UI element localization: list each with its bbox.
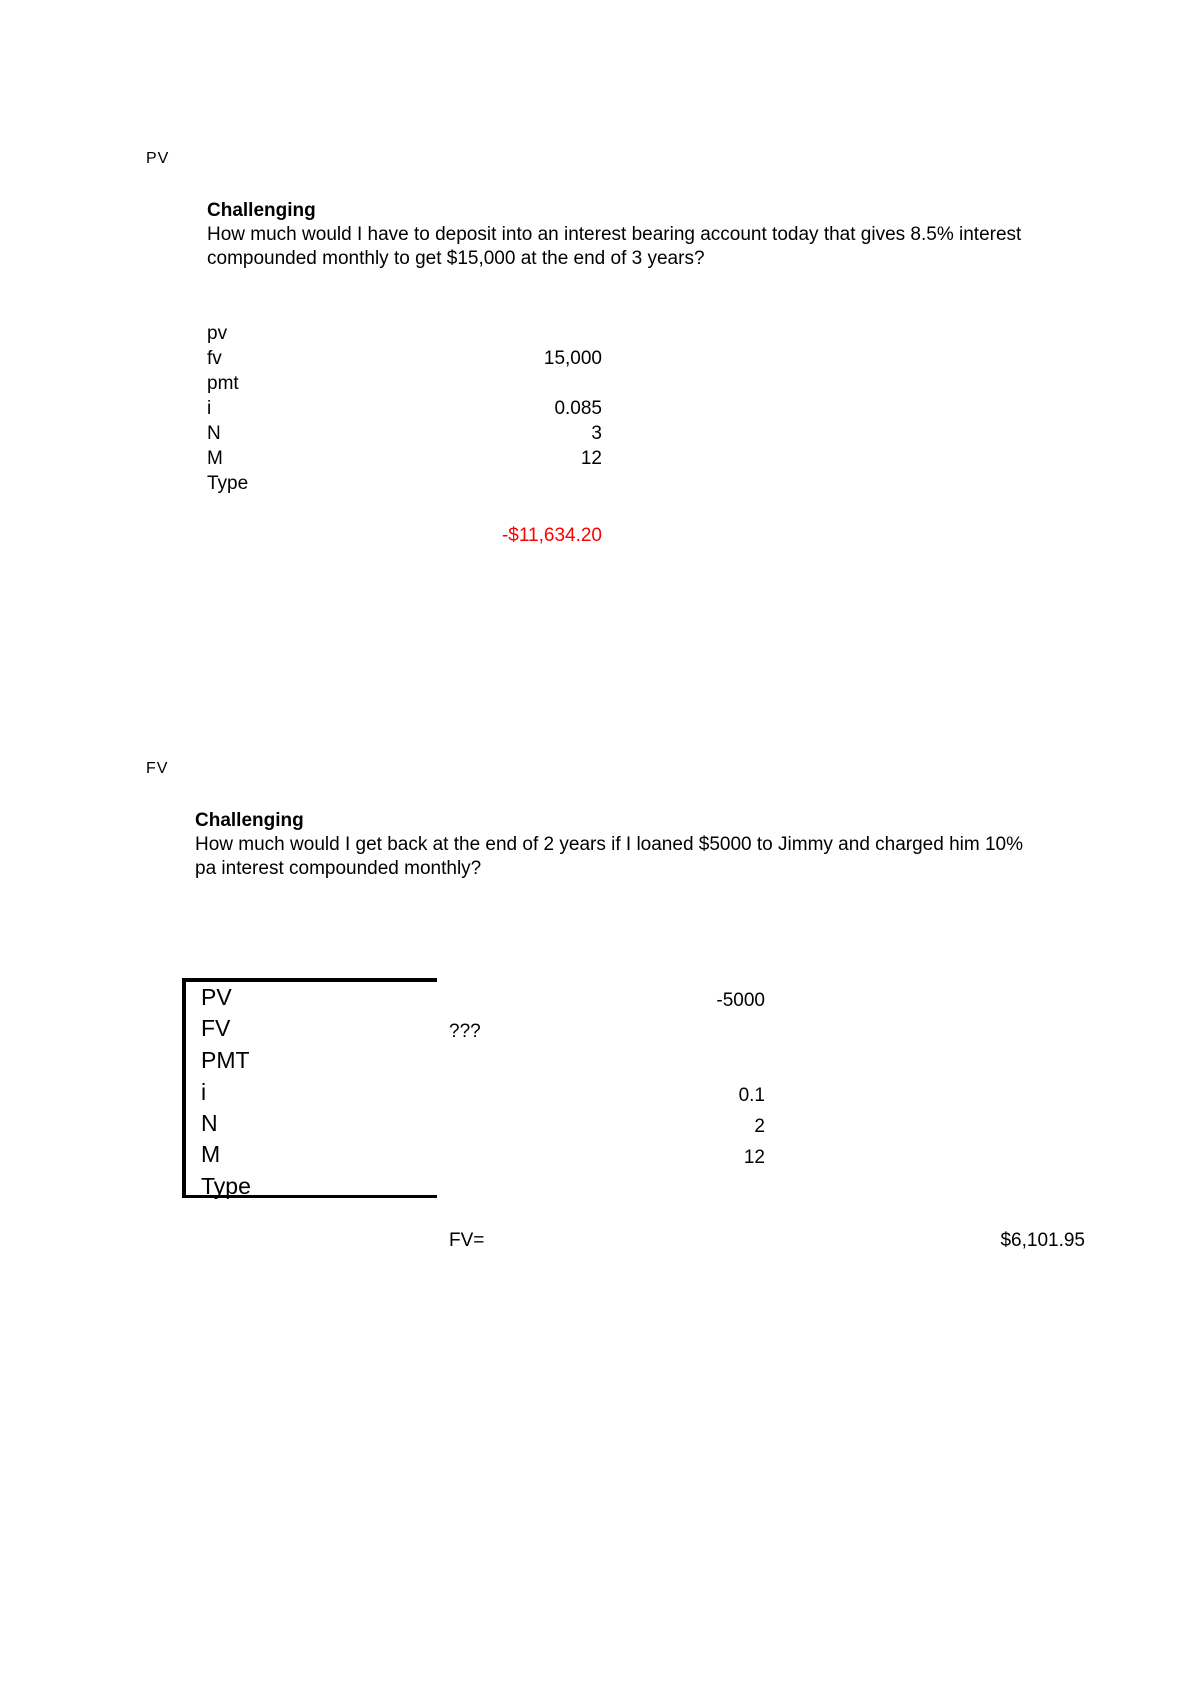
fv-input-box	[182, 978, 437, 1198]
pv-row-value-i: 0.085	[554, 398, 602, 419]
pv-result: -$11,634.20	[501, 525, 602, 546]
fv-row-label-pv: PV	[201, 984, 232, 1010]
fv-row-value-n: 2	[754, 1116, 765, 1137]
pv-row-label-pmt: pmt	[207, 373, 239, 394]
fv-row-label-fv: FV	[201, 1015, 231, 1041]
fv-row-label-pmt: PMT	[201, 1047, 250, 1073]
fv-row-value-i: 0.1	[738, 1085, 765, 1106]
fv-row-label-type: Type	[201, 1173, 251, 1199]
fv-row-value-m: 12	[743, 1147, 765, 1168]
fv-result: $6,101.95	[1000, 1230, 1085, 1251]
fv-row-label-i: i	[201, 1079, 207, 1105]
pv-section-label: PV	[146, 150, 170, 167]
fv-result-label: FV=	[449, 1230, 485, 1251]
fv-question-line2: pa interest compounded monthly?	[195, 858, 482, 879]
pv-row-value-fv: 15,000	[543, 348, 602, 369]
fv-unknown-marker: ???	[449, 1021, 481, 1042]
pv-heading: Challenging	[207, 200, 316, 221]
fv-question-line1: How much would I get back at the end of 2 years if I loaned $5000 to Jimmy and charged him 10%	[195, 834, 1024, 855]
pv-row-value-m: 12	[580, 448, 602, 469]
pv-question-line2: compounded monthly to get $15,000 at the end of 3 years?	[207, 248, 705, 269]
fv-row-label-m: M	[201, 1141, 221, 1167]
fv-row-label-n: N	[201, 1110, 218, 1136]
pv-question-line1: How much would I have to deposit into an interest bearing account today that gives 8.5% interest	[207, 224, 1022, 245]
pv-row-label-pv: pv	[207, 323, 228, 344]
pv-row-label-i: i	[207, 398, 212, 419]
pv-row-label-type: Type	[207, 473, 249, 494]
fv-row-value-pv: -5000	[716, 990, 765, 1011]
pv-row-label-m: M	[207, 448, 223, 469]
pv-row-label-n: N	[207, 423, 221, 444]
fv-section-label: FV	[146, 760, 169, 777]
pv-row-value-n: 3	[591, 423, 602, 444]
pv-row-label-fv: fv	[207, 348, 222, 369]
fv-heading: Challenging	[195, 810, 304, 831]
